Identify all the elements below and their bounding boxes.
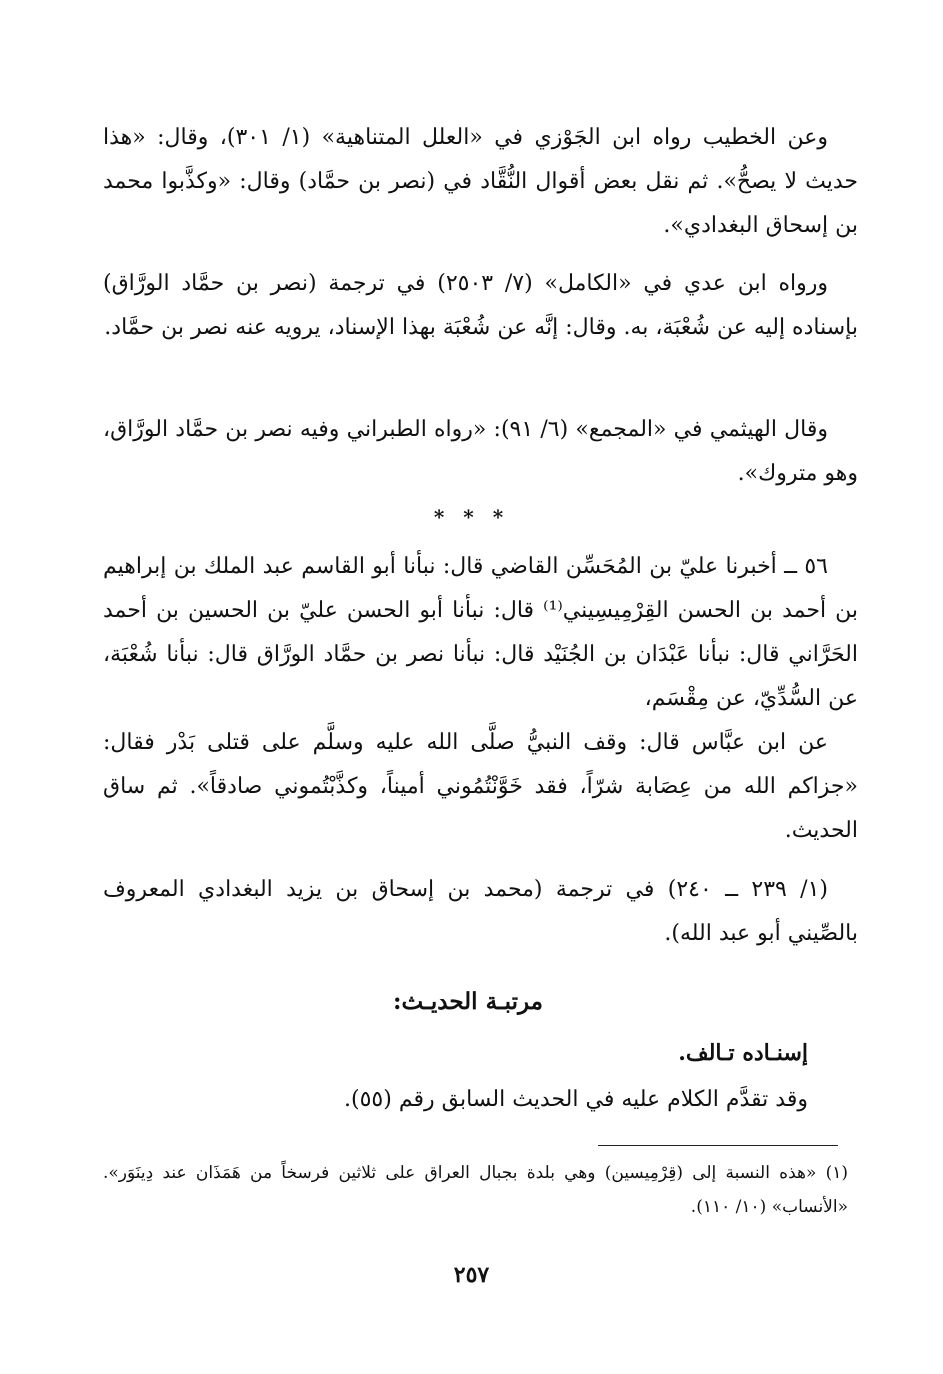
section-separator: * * * [433, 505, 510, 529]
paragraph-khatib-ibn-jawzi: وعن الخطيب رواه ابن الجَوْزي في «العلل المتناهية» (١/ ٣٠١)، وقال: «هذا حديث لا يصحُّ». ثم نقل بعض أقوال النُّقَّاد في (نصر بن حمَّاد) وقال: «وكذَّبوا محمد بن إسحاق البغدادي». [103, 125, 858, 238]
footnote-divider [598, 1145, 838, 1146]
hadith-grade-heading: مرتبـة الحديـث: [393, 988, 543, 1015]
page-number: ٢٥٧ [453, 1262, 490, 1288]
hadith-grade-verdict: إسنـاده تـالف. [678, 1040, 808, 1066]
paragraph-ibn-adi: ورواه ابن عدي في «الكامل» (٧/ ٢٥٠٣) في ترجمة (نصر بن حمَّاد الورَّاق) بإسناده إليه عن شُعْبَة، به. وقال: إنَّه عن شُعْبَة بهذا الإسناد، يرويه عنه نصر بن حمَّاد. [103, 271, 858, 340]
paragraph-source-reference: (١/ ٢٣٩ ــ ٢٤٠) في ترجمة (محمد بن إسحاق بن يزيد البغدادي المعروف بالصِّيني أبو عبد الله). [103, 877, 858, 946]
hadith-56-matn: عن ابن عبَّاس قال: وقف النبيُّ صلَّى الله عليه وسلَّم على قتلى بَدْر فقال: «جزاكم الله من عِصَابة شرّاً، فقد خَوَّنْتُمُوني أميناً، وكذَّبْتُموني صادقاً». ثم ساق الحديث. [103, 730, 858, 843]
footnote-1: (١) «هذه النسبة إلى (قِرْمِيسين) وهي بلدة بجبال العراق على ثلاثين فرسخاً من هَمَذَان عند دِينَوَر». «الأنساب» (١٠/ ١١٠). [103, 1163, 848, 1217]
paragraph-haythami: وقال الهيثمي في «المجمع» (٦/ ٩١): «رواه الطبراني وفيه نصر بن حمَّاد الورَّاق، وهو متروك». [103, 417, 858, 486]
hadith-grade-note: وقد تقدَّم الكلام عليه في الحديث السابق رقم (٥٥). [344, 1087, 808, 1112]
hadith-56-isnad: ٥٦ ــ أخبرنا عليّ بن المُحَسِّن القاضي قال: نبأنا أبو القاسم عبد الملك بن إبراهيم بن أحمد بن الحسن القِرْمِيسِيني⁽¹⁾ قال: نبأنا أبو الحسن عليّ بن الحسين بن أحمد الحَرَّاني قال: نبأنا عَبْدَان بن الجُنَيْد قال: نبأنا نصر بن حمَّاد الورَّاق قال: نبأنا شُعْبَة، عن السُّدِّيّ، عن مِقْسَم، [103, 554, 859, 711]
